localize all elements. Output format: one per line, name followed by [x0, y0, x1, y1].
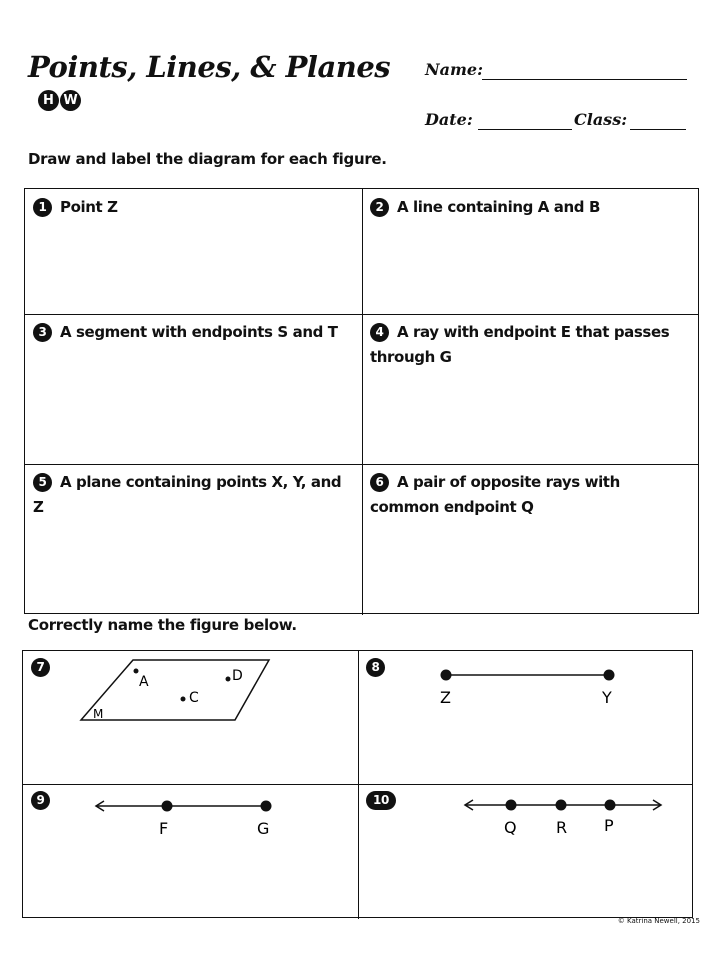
number-badge-2: 2	[370, 198, 389, 217]
class-field[interactable]	[630, 129, 686, 130]
name-instruction: Correctly name the figure below.	[28, 616, 297, 634]
problem-4-text: A ray with endpoint E that passes through G	[370, 323, 670, 366]
draw-instruction: Draw and label the diagram for each figure.	[28, 150, 387, 168]
point-d-label: D	[232, 668, 243, 684]
number-badge-4: 4	[370, 323, 389, 342]
point-a-label: A	[139, 674, 149, 690]
hw-badge-letter: H	[38, 90, 59, 111]
point-f-label: F	[159, 819, 169, 838]
draw-grid	[24, 188, 699, 614]
problem-6-text: A pair of opposite rays with common endpoint Q	[370, 473, 620, 516]
number-badge-9: 9	[31, 791, 50, 810]
number-badge-7: 7	[31, 658, 50, 677]
point-c-label: C	[189, 690, 199, 706]
problem-1-text: Point Z	[60, 198, 118, 216]
problem-5-text: A plane containing points X, Y, and Z	[33, 473, 342, 516]
number-badge-5: 5	[33, 473, 52, 492]
point-f	[162, 801, 173, 812]
number-badge-10: 10	[366, 791, 396, 810]
problem-4-cell[interactable]	[362, 314, 699, 464]
problem-3-text: A segment with endpoints S and T	[60, 323, 338, 341]
problem-1-cell[interactable]	[25, 189, 362, 314]
problem-5-cell[interactable]	[25, 464, 362, 614]
point-d	[226, 677, 231, 682]
segment-diagram	[358, 651, 693, 784]
point-g-label: G	[257, 819, 270, 838]
number-badge-8: 8	[366, 658, 385, 677]
point-c	[181, 697, 186, 702]
ray-diagram	[23, 784, 358, 918]
class-label: Class:	[574, 110, 628, 129]
problem-8-cell[interactable]	[358, 651, 693, 784]
problem-2-text: A line containing A and B	[397, 198, 600, 216]
worksheet-title: Points, Lines, & Planes	[28, 50, 391, 84]
point-y-label: Y	[602, 688, 612, 707]
problem-6-cell[interactable]	[362, 464, 699, 614]
problem-10-cell[interactable]	[358, 784, 693, 918]
point-q-label: Q	[504, 818, 517, 837]
point-q	[506, 800, 517, 811]
number-badge-3: 3	[33, 323, 52, 342]
point-y	[604, 670, 615, 681]
name-label: Name:	[425, 60, 484, 79]
problem-7-cell[interactable]	[23, 651, 358, 784]
point-a	[134, 669, 139, 674]
date-label: Date:	[425, 110, 473, 129]
name-field[interactable]	[482, 79, 687, 80]
problem-2-cell[interactable]	[362, 189, 699, 314]
point-p	[605, 800, 616, 811]
point-z-label: Z	[440, 688, 451, 707]
hw-badge-letter: W	[60, 90, 81, 111]
date-field[interactable]	[478, 129, 572, 130]
number-badge-6: 6	[370, 473, 389, 492]
name-grid	[22, 650, 693, 918]
number-badge-1: 1	[33, 198, 52, 217]
hw-badge	[38, 90, 81, 111]
point-r	[556, 800, 567, 811]
problem-9-cell[interactable]	[23, 784, 358, 918]
plane-diagram	[23, 651, 358, 784]
plane-label: M	[93, 707, 104, 721]
line-diagram	[358, 784, 693, 918]
copyright: © Katrina Newell, 2015	[617, 917, 700, 925]
point-g	[261, 801, 272, 812]
point-p-label: P	[604, 816, 614, 835]
point-r-label: R	[556, 818, 568, 837]
point-z	[441, 670, 452, 681]
problem-3-cell[interactable]	[25, 314, 362, 464]
